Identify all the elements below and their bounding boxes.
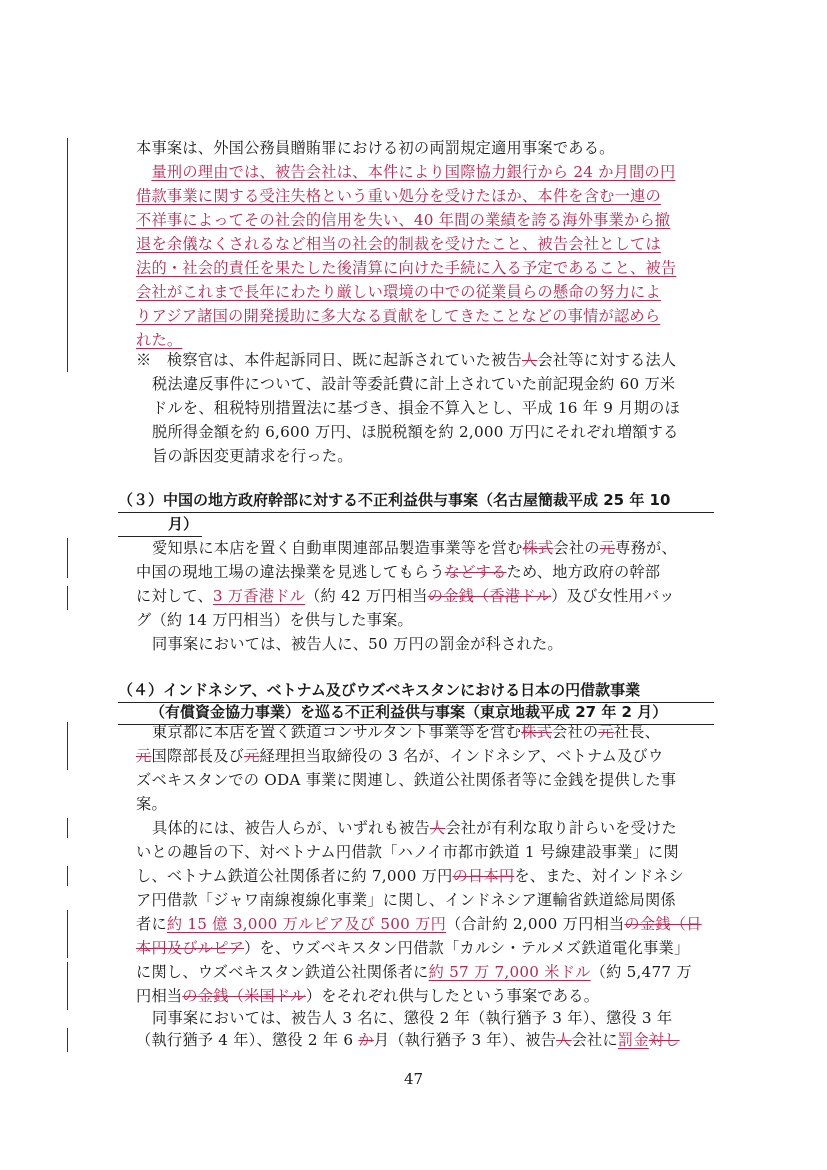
change-bar: [67, 910, 68, 958]
text-segment: グ（約 14 万円相当）を供与した事案。: [136, 611, 413, 629]
line: [136, 186, 661, 206]
change-bar: [67, 962, 68, 1010]
text-segment: ）を、ウズベキスタン円借款「カルシ・テルメズ鉄道電化事業」: [244, 939, 690, 957]
text-segment: 会社が有利な取り計らいを受けた: [445, 819, 677, 837]
deleted-text: 人: [521, 351, 538, 369]
line: [136, 610, 413, 630]
text-segment: 同事案においては、被告人に、50 万円の罰金が科された。: [152, 635, 563, 653]
line: [136, 1030, 680, 1050]
line: [152, 634, 563, 654]
text-segment: 同事案においては、被告人 3 名に、懲役 2 年（執行猶予 3 年）、懲役 3 年: [152, 1009, 673, 1027]
line: [136, 842, 679, 862]
line: [136, 586, 675, 606]
text-segment: 具体的には、被告人らが、いずれも被告: [152, 819, 430, 837]
text-segment: ※ 検察官は、本件起訴同日、既に起訴されていた被告: [136, 351, 522, 369]
line: [152, 1008, 672, 1028]
line: [152, 422, 679, 442]
inserted-text: れた。: [136, 331, 183, 349]
change-bar: [67, 138, 68, 372]
inserted-text: 退を余儀なくされるなど相当の社会的制裁を受けたこと、被告会社としては: [136, 235, 661, 253]
change-bar: [67, 1028, 68, 1052]
deleted-text: 元: [599, 539, 616, 557]
line: [136, 770, 676, 790]
section-heading-3: （３）中国の地方政府幹部に対する不正利益供与事案（名古屋簡裁平成 25 年 10: [118, 491, 671, 509]
line: [136, 986, 599, 1006]
text-segment: 円相当: [136, 987, 183, 1005]
deleted-text: 元: [136, 747, 152, 765]
heading-rule: [118, 512, 714, 513]
line: [136, 562, 660, 582]
deleted-text: 元: [598, 723, 614, 741]
line: [136, 138, 615, 158]
text-segment: 脱所得金額を約 6,600 万円、ほ脱税額を約 2,000 万円にそれぞれ増額する: [152, 423, 679, 441]
text-segment: を、また、対インドネシ: [514, 867, 684, 885]
line: [152, 722, 660, 742]
line: [136, 962, 692, 982]
text-segment: （約 42 万円相当: [305, 587, 428, 605]
text-segment: 者に: [136, 915, 167, 933]
line: [136, 746, 663, 766]
text-segment: ）及び女性用バッ: [551, 587, 675, 605]
section-heading-4-cont: （有償資金協力事業）を巡る不正利益供与事案（東京地裁平成 27 年 2 月）: [150, 703, 668, 721]
line: [136, 282, 661, 302]
line: [136, 162, 675, 182]
line: [152, 446, 353, 466]
line: [136, 306, 660, 326]
deleted-text: の金銭（日: [624, 915, 702, 933]
inserted-text: 罰金: [617, 1031, 649, 1049]
text-segment: 税法違反事件について、設計等委託費に計上されていた前記現金約 60 万米: [152, 375, 676, 393]
text-segment: 東京都に本店を置く鉄道コンサルタント事業等を営む: [152, 723, 522, 741]
line: [136, 210, 670, 230]
deleted-text: 人: [556, 1031, 572, 1049]
deleted-text: か: [358, 1031, 374, 1049]
change-bar: [67, 586, 68, 610]
deleted-text: の金銭（米国ドル: [182, 987, 306, 1005]
page-number: 47: [403, 1070, 424, 1088]
line: [136, 866, 684, 886]
line: [136, 794, 167, 814]
inserted-text: 約 15 億 3,000 万ルピア及び 500 万円: [166, 915, 447, 933]
text-segment: ）をそれぞれ供与したという事案である。: [305, 987, 600, 1005]
change-bar: [67, 722, 68, 770]
text-segment: 愛知県に本店を置く自動車関連部品製造事業等を営む: [152, 539, 523, 557]
line: [136, 258, 676, 278]
text-segment: 月（執行猶予 3 年）、被告: [373, 1031, 557, 1049]
text-segment: 本事案は、外国公務員贈賄罪における初の両罰規定適用事案である。: [136, 139, 615, 157]
text-segment: 社長、: [613, 723, 661, 741]
text-segment: 会社等に対する法人: [537, 351, 677, 369]
heading-rule: [118, 724, 714, 725]
section-heading-3-cont: 月）: [168, 515, 199, 533]
text-segment: に関し、ウズベキスタン鉄道公社関係者に: [136, 963, 429, 981]
inserted-text: 会社がこれまで長年にわたり厳しい環境の中での従業員らの懸命の努力によ: [136, 283, 661, 301]
text-segment: 案。: [136, 795, 167, 813]
text-segment: 会社に: [571, 1031, 618, 1049]
inserted-text: りアジア諸国の開発援助に多大なる貢献をしてきたことなどの事情が認めら: [136, 307, 661, 325]
text-segment: [136, 163, 151, 181]
text-segment: （執行猶予 4 年）、懲役 2 年 6: [136, 1031, 359, 1049]
text-segment: いとの趣旨の下、対ベトナム円借款「ハノイ市都市鉄道 1 号線建設事業」に関: [136, 843, 679, 861]
line: [152, 818, 677, 838]
text-segment: ア円借款「ジャワ南線複線化事業」に関し、インドネシア運輸省鉄道総局関係: [136, 891, 676, 909]
text-segment: 国際部長及び: [151, 747, 245, 765]
deleted-text: などする: [444, 563, 507, 581]
deleted-text: 株式: [521, 723, 553, 741]
text-segment: 旨の訴因変更請求を行った。: [152, 447, 353, 465]
text-segment: し、ベトナム鉄道公社関係者に約 7,000 万円: [136, 867, 453, 885]
heading-rule: [118, 536, 202, 537]
deleted-text: 対し: [648, 1031, 680, 1049]
line: [136, 350, 676, 370]
inserted-text: 借款事業に関する受注失格という重い処分を受けたほか、本件を含む一連の: [136, 187, 661, 205]
inserted-text: 約 57 万 7,000 米ドル: [428, 963, 591, 981]
text-segment: 会社の: [553, 539, 600, 557]
text-segment: に対して、: [136, 587, 213, 605]
inserted-text: 量刑の理由では、被告会社は、本件により国際協力銀行から 24 か月間の円: [151, 163, 676, 181]
deleted-text: 株式: [522, 539, 554, 557]
text-segment: 中国の現地工場の違法操業を見逃してもらう: [136, 563, 445, 581]
change-bar: [67, 866, 68, 886]
deleted-text: 元: [244, 747, 260, 765]
text-segment: 経理担当取締役の 3 名が、インドネシア、ベトナム及びウ: [259, 747, 664, 765]
line: [136, 914, 702, 934]
line: [152, 374, 675, 394]
deleted-text: 本円及びルピア: [136, 939, 245, 957]
deleted-text: 人: [429, 819, 446, 837]
change-bar: [67, 818, 68, 838]
inserted-text: 不祥事によってその社会的信用を失い、40 年間の業績を誇る海外事業から撤: [136, 211, 671, 229]
text-segment: （合計約 2,000 万円相当: [446, 915, 625, 933]
heading-rule: [118, 702, 714, 703]
text-segment: （約 5,477 万: [590, 963, 692, 981]
line: [136, 330, 182, 350]
deleted-text: の日本円: [452, 867, 515, 885]
text-segment: 会社の: [552, 723, 599, 741]
text-segment: ため、地方政府の幹部: [506, 563, 661, 581]
line: [136, 938, 689, 958]
line: [136, 890, 676, 910]
line: [136, 234, 661, 254]
text-segment: 専務が、: [615, 539, 677, 557]
line: [152, 398, 680, 418]
change-bar: [67, 538, 68, 578]
deleted-text: の金銭（香港ドル: [427, 587, 552, 605]
text-segment: ドルを、租税特別措置法に基づき、損金不算入とし、平成 16 年 9 月期のほ: [152, 399, 681, 417]
text-segment: ズベキスタンでの ODA 事業に関連し、鉄道公社関係者等に金銭を提供した事: [136, 771, 677, 789]
section-heading-4: （４）インドネシア、ベトナム及びウズベキスタンにおける日本の円借款事業: [118, 681, 641, 699]
inserted-text: 3 万香港ドル: [212, 587, 306, 605]
inserted-text: 法的・社会的責任を果たした後清算に向けた手続に入る予定であること、被告: [136, 259, 677, 277]
line: [152, 538, 677, 558]
